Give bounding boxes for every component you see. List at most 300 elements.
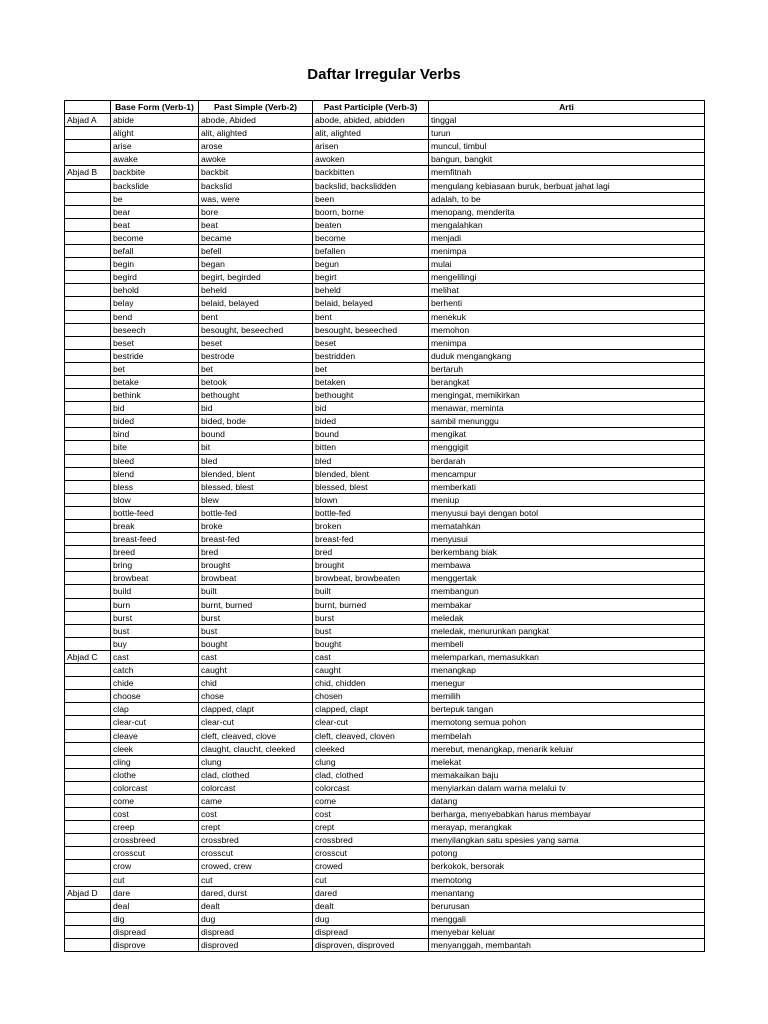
cell-past-participle: beset — [313, 336, 429, 349]
cell-base-form: arise — [111, 140, 199, 153]
cell-group — [65, 755, 111, 768]
cell-base-form: bottle-feed — [111, 506, 199, 519]
cell-past-simple: caught — [199, 664, 313, 677]
cell-past-participle: built — [313, 585, 429, 598]
table-row — [65, 729, 705, 742]
cell-past-simple: dispread — [199, 925, 313, 938]
cell-past-simple: betook — [199, 375, 313, 388]
cell-past-simple: abode, Abided — [199, 114, 313, 127]
cell-arti: menawar, meminta — [429, 402, 705, 415]
cell-past-participle: bestridden — [313, 349, 429, 362]
cell-base-form: catch — [111, 664, 199, 677]
cell-past-simple: bided, bode — [199, 415, 313, 428]
cell-past-participle: bid — [313, 402, 429, 415]
cell-group — [65, 624, 111, 637]
cell-group — [65, 389, 111, 402]
table-row — [65, 611, 705, 624]
cell-arti: mengingat, memikirkan — [429, 389, 705, 402]
cell-past-participle: alit, alighted — [313, 127, 429, 140]
table-row — [65, 166, 705, 179]
cell-base-form: deal — [111, 899, 199, 912]
cell-group: Abjad B — [65, 166, 111, 179]
cell-base-form: bided — [111, 415, 199, 428]
table-row — [65, 336, 705, 349]
cell-past-participle: caught — [313, 664, 429, 677]
cell-arti: memfitnah — [429, 166, 705, 179]
cell-past-participle: crossbred — [313, 834, 429, 847]
cell-arti: mematahkan — [429, 520, 705, 533]
cell-base-form: bring — [111, 559, 199, 572]
cell-base-form: bethink — [111, 389, 199, 402]
cell-group — [65, 742, 111, 755]
table-row — [65, 546, 705, 559]
cell-past-participle: blown — [313, 493, 429, 506]
cell-past-participle: been — [313, 192, 429, 205]
cell-base-form: bite — [111, 441, 199, 454]
cell-arti: berangkat — [429, 375, 705, 388]
cell-base-form: dare — [111, 886, 199, 899]
cell-arti: menimpa — [429, 336, 705, 349]
cell-past-simple: claught, claucht, cleeked — [199, 742, 313, 755]
cell-group — [65, 428, 111, 441]
cell-group — [65, 729, 111, 742]
cell-past-simple: brought — [199, 559, 313, 572]
cell-past-simple: bound — [199, 428, 313, 441]
table-row — [65, 742, 705, 755]
cell-group — [65, 467, 111, 480]
cell-past-participle: dispread — [313, 925, 429, 938]
table-row — [65, 389, 705, 402]
cell-past-participle: cut — [313, 873, 429, 886]
cell-arti: sambil menunggu — [429, 415, 705, 428]
cell-past-participle: betaken — [313, 375, 429, 388]
table-row — [65, 703, 705, 716]
cell-arti: menangkap — [429, 664, 705, 677]
cell-past-simple: begirt, begirded — [199, 271, 313, 284]
cell-past-participle: browbeat, browbeaten — [313, 572, 429, 585]
cell-past-simple: built — [199, 585, 313, 598]
cell-group — [65, 375, 111, 388]
cell-arti: memohon — [429, 323, 705, 336]
cell-arti: mengikat — [429, 428, 705, 441]
cell-group — [65, 349, 111, 362]
cell-group — [65, 402, 111, 415]
cell-group — [65, 441, 111, 454]
cell-group — [65, 179, 111, 192]
cell-past-simple: became — [199, 231, 313, 244]
cell-past-simple: began — [199, 258, 313, 271]
cell-past-simple: cut — [199, 873, 313, 886]
cell-group — [65, 284, 111, 297]
cell-past-simple: bled — [199, 454, 313, 467]
cell-past-participle: arisen — [313, 140, 429, 153]
cell-arti: potong — [429, 847, 705, 860]
cell-group — [65, 454, 111, 467]
table-row — [65, 218, 705, 231]
cell-arti: menantang — [429, 886, 705, 899]
cell-base-form: dig — [111, 912, 199, 925]
cell-past-participle: dealt — [313, 899, 429, 912]
cell-base-form: be — [111, 192, 199, 205]
cell-past-participle: cleeked — [313, 742, 429, 755]
cell-base-form: colorcast — [111, 781, 199, 794]
cell-base-form: bet — [111, 362, 199, 375]
cell-past-participle: colorcast — [313, 781, 429, 794]
cell-base-form: disprove — [111, 939, 199, 952]
cell-base-form: betake — [111, 375, 199, 388]
cell-arti: duduk mengangkang — [429, 349, 705, 362]
cell-base-form: buy — [111, 637, 199, 650]
cell-group — [65, 860, 111, 873]
cell-past-participle: besought, beseeched — [313, 323, 429, 336]
cell-base-form: become — [111, 231, 199, 244]
table-row — [65, 231, 705, 244]
cell-arti: memotong — [429, 873, 705, 886]
cell-past-participle: befallen — [313, 245, 429, 258]
cell-arti: berharga, menyebabkan harus membayar — [429, 808, 705, 821]
cell-group — [65, 297, 111, 310]
cell-base-form: breed — [111, 546, 199, 559]
cell-group — [65, 912, 111, 925]
cell-past-participle: bitten — [313, 441, 429, 454]
table-row — [65, 493, 705, 506]
cell-arti: melemparkan, memasukkan — [429, 650, 705, 663]
cell-base-form: crosscut — [111, 847, 199, 860]
cell-group — [65, 572, 111, 585]
cell-past-simple: alit, alighted — [199, 127, 313, 140]
cell-arti: muncul, timbul — [429, 140, 705, 153]
cell-past-simple: arose — [199, 140, 313, 153]
cell-arti: berkokok, bersorak — [429, 860, 705, 873]
cell-arti: menjadi — [429, 231, 705, 244]
table-row — [65, 912, 705, 925]
table-row — [65, 925, 705, 938]
cell-arti: meledak — [429, 611, 705, 624]
cell-group — [65, 664, 111, 677]
cell-past-simple: bred — [199, 546, 313, 559]
cell-group — [65, 127, 111, 140]
cell-past-simple: dug — [199, 912, 313, 925]
cell-past-participle: burnt, burned — [313, 598, 429, 611]
cell-arti: membangun — [429, 585, 705, 598]
cell-arti: menegur — [429, 677, 705, 690]
header-group — [65, 101, 111, 114]
cell-past-simple: bet — [199, 362, 313, 375]
cell-group — [65, 677, 111, 690]
cell-past-simple: bit — [199, 441, 313, 454]
cell-group — [65, 847, 111, 860]
table-row — [65, 467, 705, 480]
cell-group — [65, 192, 111, 205]
cell-past-participle: begun — [313, 258, 429, 271]
table-row — [65, 454, 705, 467]
cell-base-form: blend — [111, 467, 199, 480]
cell-past-simple: chose — [199, 690, 313, 703]
cell-base-form: choose — [111, 690, 199, 703]
cell-past-simple: colorcast — [199, 781, 313, 794]
cell-past-participle: belaid, belayed — [313, 297, 429, 310]
cell-base-form: begird — [111, 271, 199, 284]
cell-past-simple: crossbred — [199, 834, 313, 847]
cell-group — [65, 520, 111, 533]
cell-group — [65, 336, 111, 349]
irregular-verbs-table — [64, 100, 705, 952]
cell-group — [65, 821, 111, 834]
cell-base-form: cut — [111, 873, 199, 886]
cell-arti: mengelilingi — [429, 271, 705, 284]
cell-group — [65, 480, 111, 493]
cell-past-simple: beset — [199, 336, 313, 349]
table-row — [65, 153, 705, 166]
cell-group — [65, 245, 111, 258]
cell-arti: memakaikan baju — [429, 768, 705, 781]
cell-arti: menyilangkan satu spesies yang sama — [429, 834, 705, 847]
table-row — [65, 650, 705, 663]
cell-group — [65, 637, 111, 650]
table-row — [65, 271, 705, 284]
cell-group — [65, 834, 111, 847]
cell-base-form: behold — [111, 284, 199, 297]
cell-past-participle: brought — [313, 559, 429, 572]
table-row — [65, 258, 705, 271]
cell-base-form: dispread — [111, 925, 199, 938]
cell-arti: menggigit — [429, 441, 705, 454]
cell-base-form: bid — [111, 402, 199, 415]
cell-base-form: breast-feed — [111, 533, 199, 546]
cell-past-simple: bust — [199, 624, 313, 637]
table-row — [65, 886, 705, 899]
cell-arti: membawa — [429, 559, 705, 572]
cell-base-form: burn — [111, 598, 199, 611]
cell-base-form: chide — [111, 677, 199, 690]
cell-past-participle: blessed, blest — [313, 480, 429, 493]
cell-past-simple: breast-fed — [199, 533, 313, 546]
table-row — [65, 284, 705, 297]
table-row — [65, 585, 705, 598]
cell-base-form: beat — [111, 218, 199, 231]
table-row — [65, 664, 705, 677]
table-row — [65, 205, 705, 218]
cell-past-participle: beaten — [313, 218, 429, 231]
cell-past-participle: boorn, borne — [313, 205, 429, 218]
table-row — [65, 677, 705, 690]
table-row — [65, 873, 705, 886]
cell-past-participle: chid, chidden — [313, 677, 429, 690]
table-row — [65, 297, 705, 310]
cell-arti: menimpa — [429, 245, 705, 258]
cell-past-simple: belaid, belayed — [199, 297, 313, 310]
cell-past-simple: bought — [199, 637, 313, 650]
cell-past-participle: disproven, disproved — [313, 939, 429, 952]
cell-arti: menggali — [429, 912, 705, 925]
cell-arti: membakar — [429, 598, 705, 611]
cell-group — [65, 768, 111, 781]
cell-arti: berkembang biak — [429, 546, 705, 559]
cell-past-participle: chosen — [313, 690, 429, 703]
cell-group — [65, 323, 111, 336]
cell-arti: merayap, merangkak — [429, 821, 705, 834]
cell-arti: bangun, bangkit — [429, 153, 705, 166]
cell-past-simple: backslid — [199, 179, 313, 192]
cell-base-form: bleed — [111, 454, 199, 467]
table-row — [65, 716, 705, 729]
cell-group — [65, 506, 111, 519]
table-row — [65, 114, 705, 127]
cell-past-participle: bred — [313, 546, 429, 559]
table-row — [65, 140, 705, 153]
table-row — [65, 323, 705, 336]
page-title: Daftar Irregular Verbs — [307, 66, 461, 83]
cell-arti: menopang, menderita — [429, 205, 705, 218]
table-row — [65, 781, 705, 794]
cell-base-form: bless — [111, 480, 199, 493]
cell-past-simple: disproved — [199, 939, 313, 952]
table-row — [65, 310, 705, 323]
table-row — [65, 428, 705, 441]
cell-group — [65, 939, 111, 952]
cell-past-participle: bottle-fed — [313, 506, 429, 519]
cell-group — [65, 559, 111, 572]
cell-group — [65, 808, 111, 821]
table-row — [65, 808, 705, 821]
cell-group — [65, 794, 111, 807]
table-body — [65, 114, 705, 952]
cell-group — [65, 873, 111, 886]
cell-base-form: cleave — [111, 729, 199, 742]
cell-past-participle: begirt — [313, 271, 429, 284]
cell-base-form: clear-cut — [111, 716, 199, 729]
cell-base-form: bear — [111, 205, 199, 218]
cell-arti: meniup — [429, 493, 705, 506]
cell-past-simple: bid — [199, 402, 313, 415]
cell-base-form: cost — [111, 808, 199, 821]
cell-base-form: alight — [111, 127, 199, 140]
cell-arti: bertaruh — [429, 362, 705, 375]
table-row — [65, 520, 705, 533]
cell-past-simple: bore — [199, 205, 313, 218]
cell-base-form: come — [111, 794, 199, 807]
table-row — [65, 480, 705, 493]
cell-past-simple: backbit — [199, 166, 313, 179]
cell-past-participle: clear-cut — [313, 716, 429, 729]
cell-past-participle: crowed — [313, 860, 429, 873]
table-row — [65, 245, 705, 258]
header-arti: Arti — [429, 101, 705, 114]
table-row — [65, 860, 705, 873]
cell-group — [65, 546, 111, 559]
cell-arti: melekat — [429, 755, 705, 768]
cell-arti: turun — [429, 127, 705, 140]
cell-arti: mengulang kebiasaan buruk, berbuat jahat lagi — [429, 179, 705, 192]
cell-group — [65, 585, 111, 598]
table-row — [65, 362, 705, 375]
table-row — [65, 192, 705, 205]
cell-group — [65, 310, 111, 323]
cell-past-participle: cleft, cleaved, cloven — [313, 729, 429, 742]
cell-arti: berdarah — [429, 454, 705, 467]
cell-base-form: crossbreed — [111, 834, 199, 847]
cell-base-form: cling — [111, 755, 199, 768]
cell-base-form: belay — [111, 297, 199, 310]
cell-past-simple: browbeat — [199, 572, 313, 585]
cell-group — [65, 153, 111, 166]
cell-base-form: browbeat — [111, 572, 199, 585]
cell-past-simple: chid — [199, 677, 313, 690]
cell-base-form: begin — [111, 258, 199, 271]
cell-past-participle: backslid, backslidden — [313, 179, 429, 192]
cell-past-simple: blended, blent — [199, 467, 313, 480]
cell-arti: menyusui bayi dengan botol — [429, 506, 705, 519]
cell-arti: datang — [429, 794, 705, 807]
cell-arti: memberkati — [429, 480, 705, 493]
cell-past-simple: besought, beseeched — [199, 323, 313, 336]
table-row — [65, 624, 705, 637]
cell-past-simple: bent — [199, 310, 313, 323]
cell-past-participle: bided — [313, 415, 429, 428]
cell-base-form: bestride — [111, 349, 199, 362]
cell-group — [65, 231, 111, 244]
table-header-row — [65, 101, 705, 114]
cell-group — [65, 493, 111, 506]
cell-past-participle: clad, clothed — [313, 768, 429, 781]
cell-base-form: cleek — [111, 742, 199, 755]
cell-group — [65, 362, 111, 375]
cell-past-participle: become — [313, 231, 429, 244]
cell-base-form: cast — [111, 650, 199, 663]
cell-past-simple: cost — [199, 808, 313, 821]
table-row — [65, 533, 705, 546]
cell-group — [65, 258, 111, 271]
table-row — [65, 375, 705, 388]
cell-base-form: creep — [111, 821, 199, 834]
cell-arti: menyusui — [429, 533, 705, 546]
cell-base-form: bind — [111, 428, 199, 441]
table-row — [65, 179, 705, 192]
cell-group — [65, 899, 111, 912]
table-row — [65, 821, 705, 834]
cell-past-simple: dealt — [199, 899, 313, 912]
table-row — [65, 506, 705, 519]
cell-past-participle: crept — [313, 821, 429, 834]
cell-past-simple: cleft, cleaved, clove — [199, 729, 313, 742]
cell-group: Abjad C — [65, 650, 111, 663]
table-row — [65, 768, 705, 781]
cell-base-form: befall — [111, 245, 199, 258]
table-row — [65, 127, 705, 140]
cell-past-participle: breast-fed — [313, 533, 429, 546]
table-row — [65, 598, 705, 611]
cell-past-participle: bought — [313, 637, 429, 650]
cell-base-form: beseech — [111, 323, 199, 336]
cell-past-simple: burst — [199, 611, 313, 624]
cell-past-participle: broken — [313, 520, 429, 533]
cell-arti: mencampur — [429, 467, 705, 480]
cell-group — [65, 703, 111, 716]
table-row — [65, 349, 705, 362]
cell-base-form: awake — [111, 153, 199, 166]
table-row — [65, 834, 705, 847]
cell-base-form: clap — [111, 703, 199, 716]
cell-arti: menyebar keluar — [429, 925, 705, 938]
cell-past-participle: bled — [313, 454, 429, 467]
cell-past-participle: awoken — [313, 153, 429, 166]
cell-base-form: abide — [111, 114, 199, 127]
cell-past-simple: burnt, burned — [199, 598, 313, 611]
cell-arti: menekuk — [429, 310, 705, 323]
cell-arti: adalah, to be — [429, 192, 705, 205]
cell-past-participle: cost — [313, 808, 429, 821]
cell-group — [65, 925, 111, 938]
